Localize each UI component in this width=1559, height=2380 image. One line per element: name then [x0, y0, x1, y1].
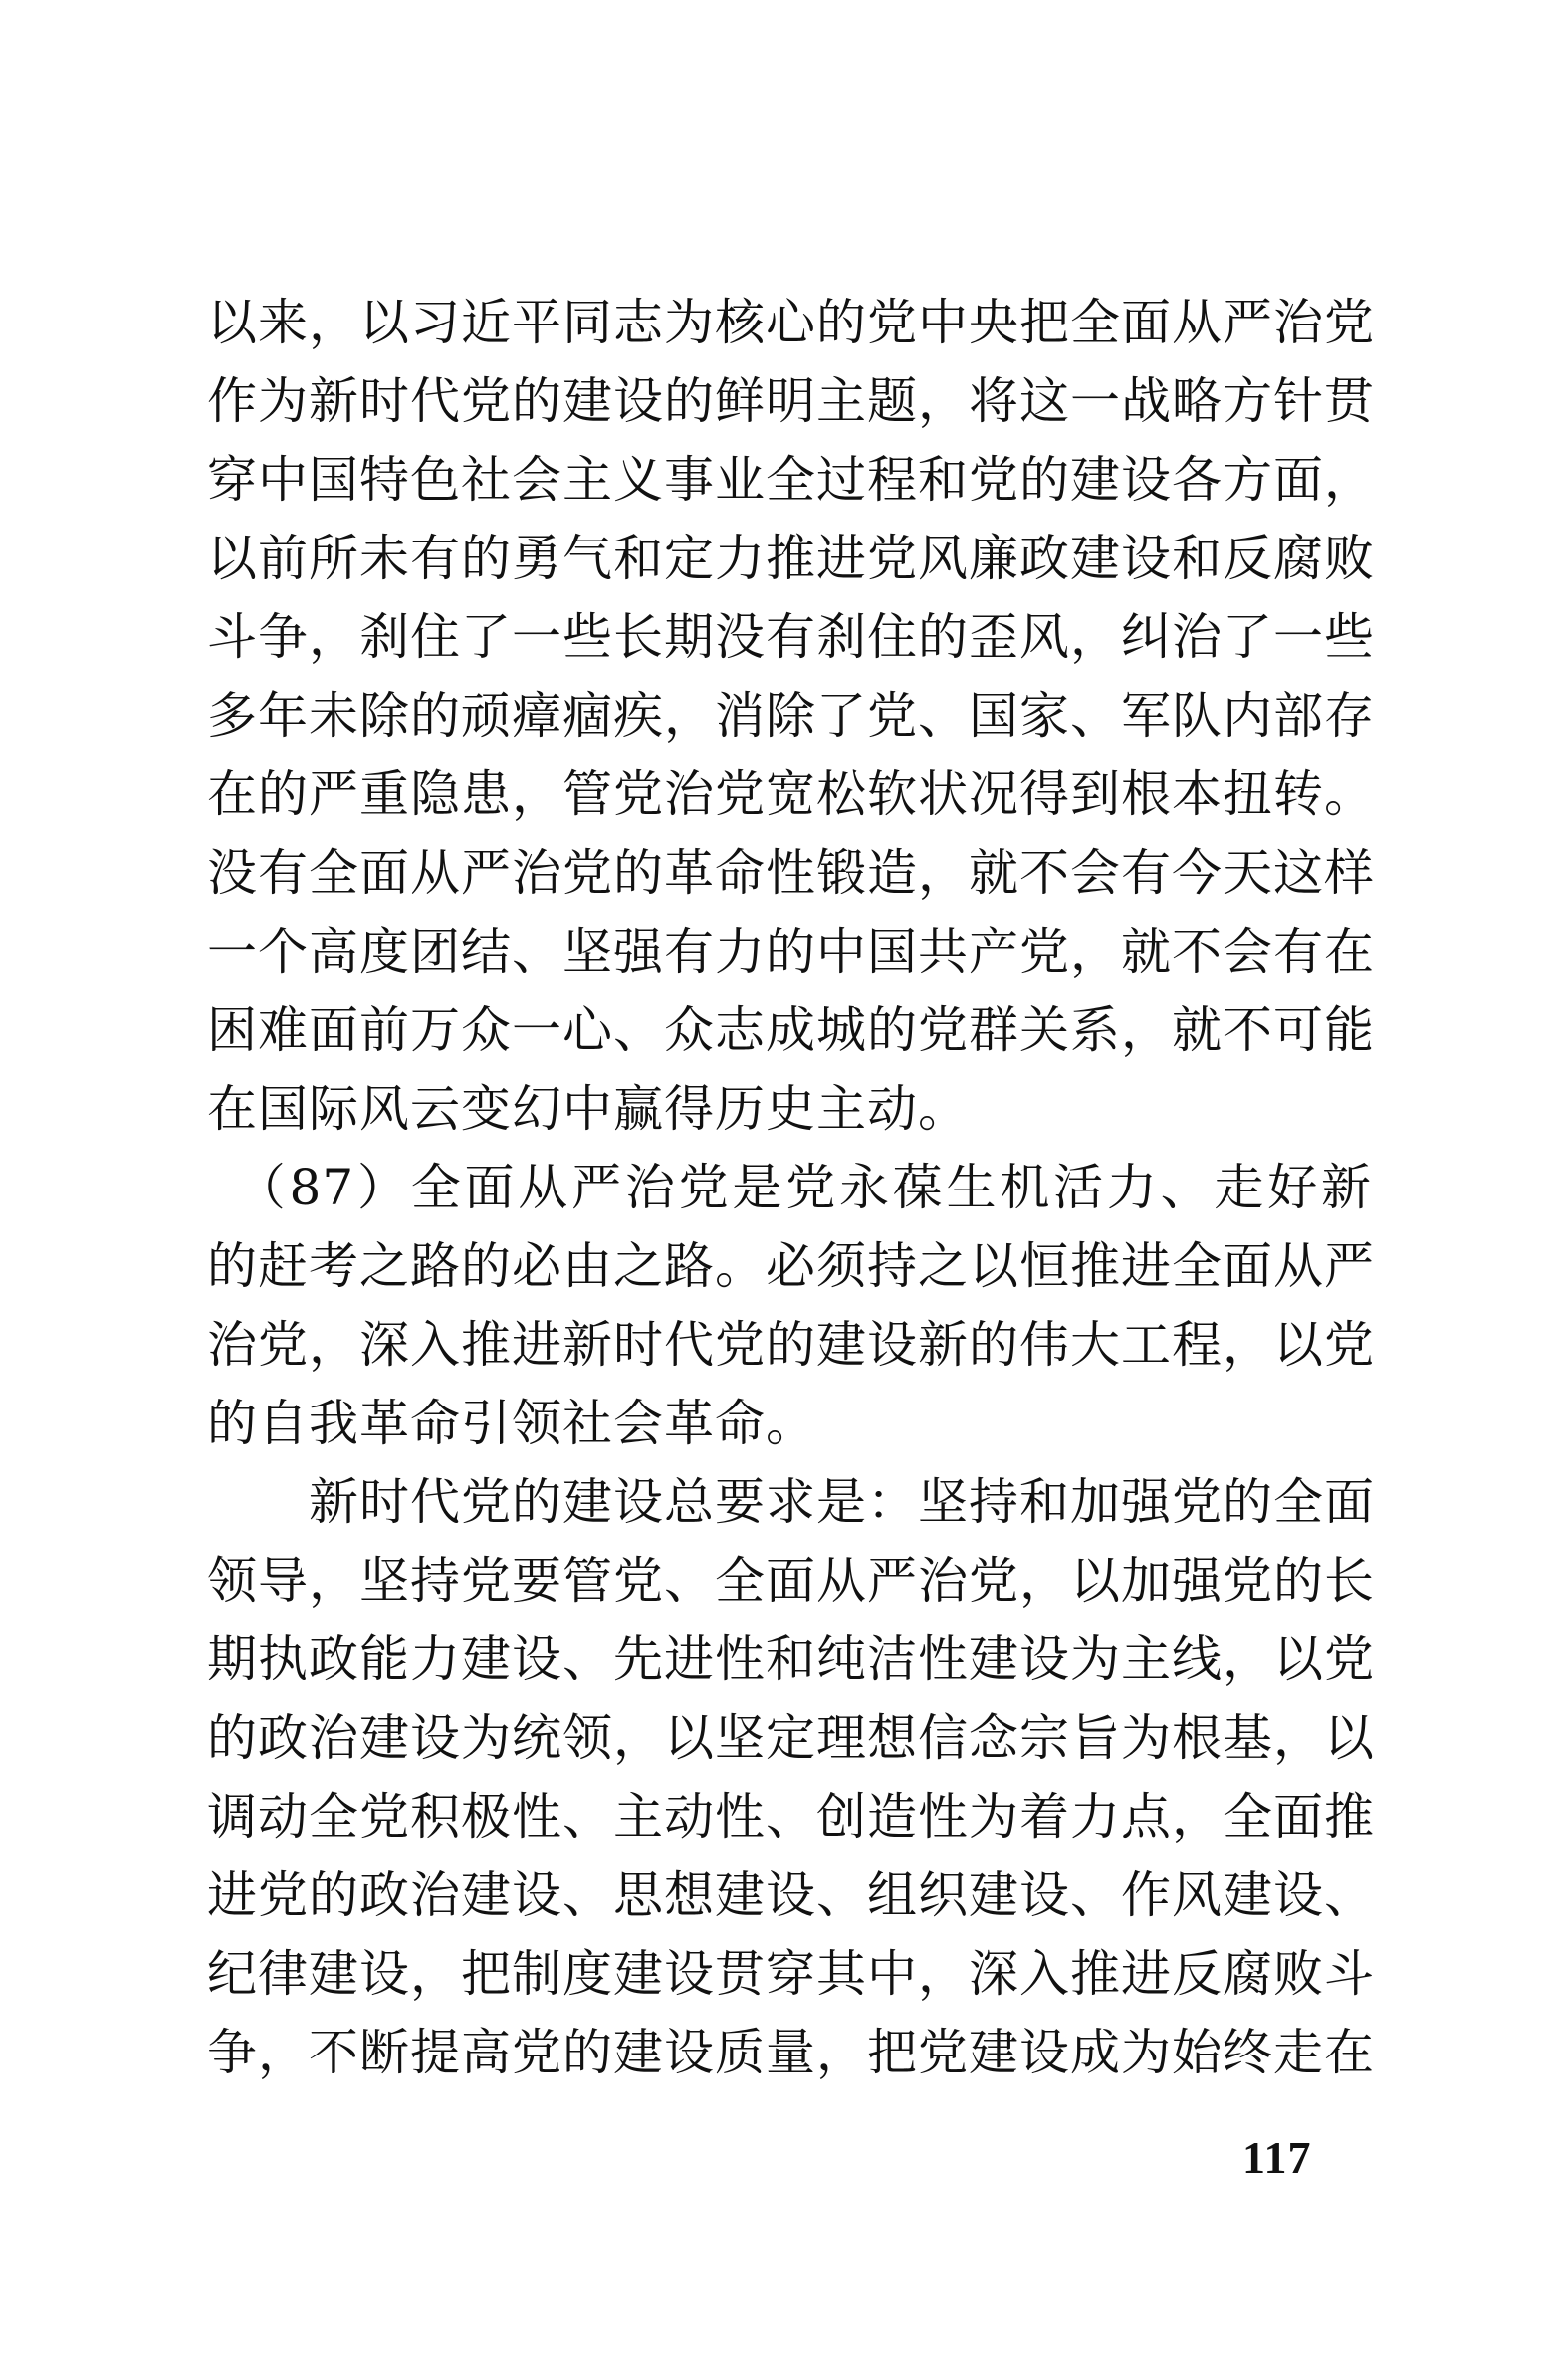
- text-line: 在国际风云变幻中赢得历史主动。: [207, 1080, 969, 1138]
- text-line: 纪律建设，把制度建设贯穿其中，深入推进反腐败斗: [207, 1945, 1375, 2003]
- text-line: 的政治建设为统领，以坚定理想信念宗旨为根基，以: [207, 1709, 1375, 1767]
- page-number: 117: [1242, 2132, 1312, 2183]
- text-line: 的赶考之路的必由之路。必须持之以恒推进全面从严: [207, 1237, 1375, 1295]
- text-line: 在的严重隐患，管党治党宽松软状况得到根本扭转。: [207, 765, 1375, 823]
- text-line: 的自我革命引领社会革命。: [207, 1395, 816, 1452]
- text-line: 困难面前万众一心、众志成城的党群关系，就不可能: [207, 1001, 1375, 1059]
- text-line: 以来，以习近平同志为核心的党中央把全面从严治党: [207, 294, 1375, 351]
- text-line: （87）全面从严治党是党永葆生机活力、走好新: [207, 1159, 1372, 1216]
- text-line: 治党，深入推进新时代党的建设新的伟大工程，以党: [207, 1316, 1375, 1374]
- text-line: 进党的政治建设、思想建设、组织建设、作风建设、: [207, 1866, 1375, 1924]
- text-line: 新时代党的建设总要求是：坚持和加强党的全面: [207, 1473, 1375, 1531]
- text-line: 领导，坚持党要管党、全面从严治党，以加强党的长: [207, 1552, 1375, 1610]
- text-line: 期执政能力建设、先进性和纯洁性建设为主线，以党: [207, 1630, 1375, 1688]
- text-line: 以前所未有的勇气和定力推进党风廉政建设和反腐败: [207, 530, 1375, 587]
- text-line: 多年未除的顽瘴痼疾，消除了党、国家、军队内部存: [207, 687, 1375, 745]
- text-line: 调动全党积极性、主动性、创造性为着力点，全面推: [207, 1788, 1375, 1845]
- text-line: 没有全面从严治党的革命性锻造，就不会有今天这样: [207, 844, 1375, 902]
- text-line: 作为新时代党的建设的鲜明主题，将这一战略方针贯: [207, 372, 1375, 430]
- text-line: 一个高度团结、坚强有力的中国共产党，就不会有在: [207, 923, 1375, 980]
- text-line: 斗争，刹住了一些长期没有刹住的歪风，纠治了一些: [207, 608, 1375, 666]
- text-line: 争，不断提高党的建设质量，把党建设成为始终走在: [207, 2024, 1375, 2081]
- body-text: [207, 284, 1375, 2092]
- text-line: 穿中国特色社会主义事业全过程和党的建设各方面，: [207, 451, 1375, 509]
